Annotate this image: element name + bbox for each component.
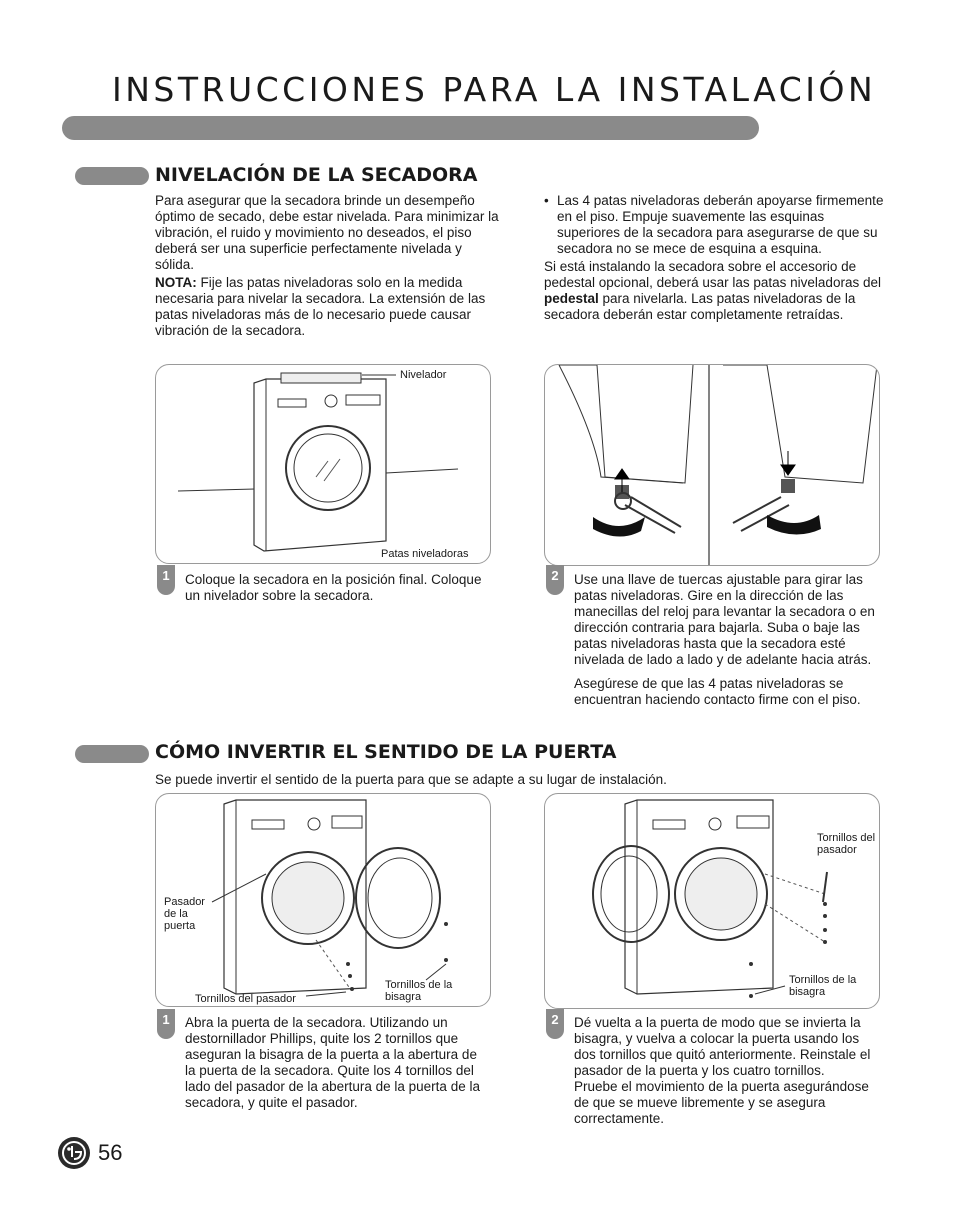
section-heading-door: CÓMO INVERTIR EL SENTIDO DE LA PUERTA [155,741,617,763]
step-number: 2 [546,565,564,595]
page-title: INSTRUCCIONES PARA LA INSTALACIÓN [112,70,877,109]
pedestal-paragraph [544,259,884,323]
label-tornillos-pasador: Tornillos del pasador [817,832,876,856]
section-heading-leveling: NIVELACIÓN DE LA SECADORA [155,164,478,186]
lg-logo-mark [58,1137,90,1169]
door-step2 [574,1015,879,1127]
leveling-intro [155,193,500,339]
leveling-right-text [544,193,884,323]
leveling-step2-text: Use una llave de tuercas ajustable para girar las patas niveladoras. Gire en la dirección de las manecillas del reloj para levantar la secadora o en dirección contraria para bajarla. Suba o baje las patas niveladoras hasta que la secadora esté nivelada de lado a lado y de adelante hacia atrás. [574,572,875,667]
step-number: 2 [546,1009,564,1039]
step-number: 1 [157,565,175,595]
pedestal-bold: pedestal [544,291,599,306]
leveling-note [155,275,500,339]
leveling-intro-text: Para asegurar que la secadora brinde un desempeño óptimo de secado, debe estar nivelada. Para minimizar la vibración, el ruido y movimiento no deseados, el piso deberá ser una superficie perfectamente nivelada y sólida. [155,193,499,272]
leveling-step2-text2: Asegúrese de que las 4 patas niveladoras se encuentran haciendo contacto firme con el piso. [574,676,861,707]
page-number: 56 [98,1140,123,1165]
leveling-step2 [574,572,879,708]
lg-logo [58,1137,90,1169]
door-step2-text2: Pruebe el movimiento de la puerta asegurándose de que se mueve libremente y se asegura correctamente. [574,1079,869,1126]
label-patas-niveladoras: Patas niveladoras [381,548,469,560]
leveling-bullet: • Las 4 patas niveladoras deberán apoyarse firmemente en el piso. Empuje suavemente las esquinas superiores de la secadora para asegurarse de que su secadora no se mece de esquina a esquina. [544,193,884,257]
door-step2-text: Dé vuelta a la puerta de modo que se invierta la bisagra, y vuelva a colocar la puerta usando los dos tornillos que quitó anteriormente. Reinstale el pasador de la puerta y los cuatro tornillos. [574,1015,871,1078]
wrench-feet-illustration [545,365,880,566]
figure-door-reinstall [544,793,880,1009]
label-tornillos-bisagra: Tornillos de la bisagra [385,979,453,1003]
door-step1-text: Abra la puerta de la secadora. Utilizando un destornillador Phillips, quite los 2 tornillos que aseguran la bisagra de la puerta a la abertura de la puerta de la secadora. Quite los 4 tornillos del lado del pasador de la abertura de la puerta de la secadora, y quite el pasador. [185,1015,480,1110]
label-nivelador: Nivelador [400,369,447,381]
note-label: NOTA: [155,275,197,290]
figure-wrench-feet [544,364,880,566]
figure-door-remove [155,793,491,1007]
header-bar [62,116,759,140]
figure-dryer-level [155,364,491,564]
label-pasador-puerta: Pasador de la puerta [164,896,205,932]
door-intro: Se puede invertir el sentido de la puerta para que se adapte a su lugar de instalación. [155,772,667,787]
step-number: 1 [157,1009,175,1039]
label-tornillos-bisagra: Tornillos de la bisagra [789,974,857,998]
section-marker [75,745,149,763]
section-marker [75,167,149,185]
leveling-step1-text: Coloque la secadora en la posición final. Coloque un nivelador sobre la secadora. [185,572,482,603]
label-tornillos-pasador: Tornillos del pasador [195,993,296,1005]
dryer-level-illustration [156,365,491,564]
note-text: Fije las patas niveladoras solo en la medida necesaria para nivelar la secadora. La extensión de las patas niveladoras más de lo necesario puede causar vibración de la secadora. [155,275,486,338]
pedestal-pre: Si está instalando la secadora sobre el accesorio de pedestal opcional, deberá usar las patas niveladoras del [544,259,881,290]
pedestal-post: para nivelarla. Las patas niveladoras de la secadora deberán estar completamente retraídas. [544,291,856,322]
